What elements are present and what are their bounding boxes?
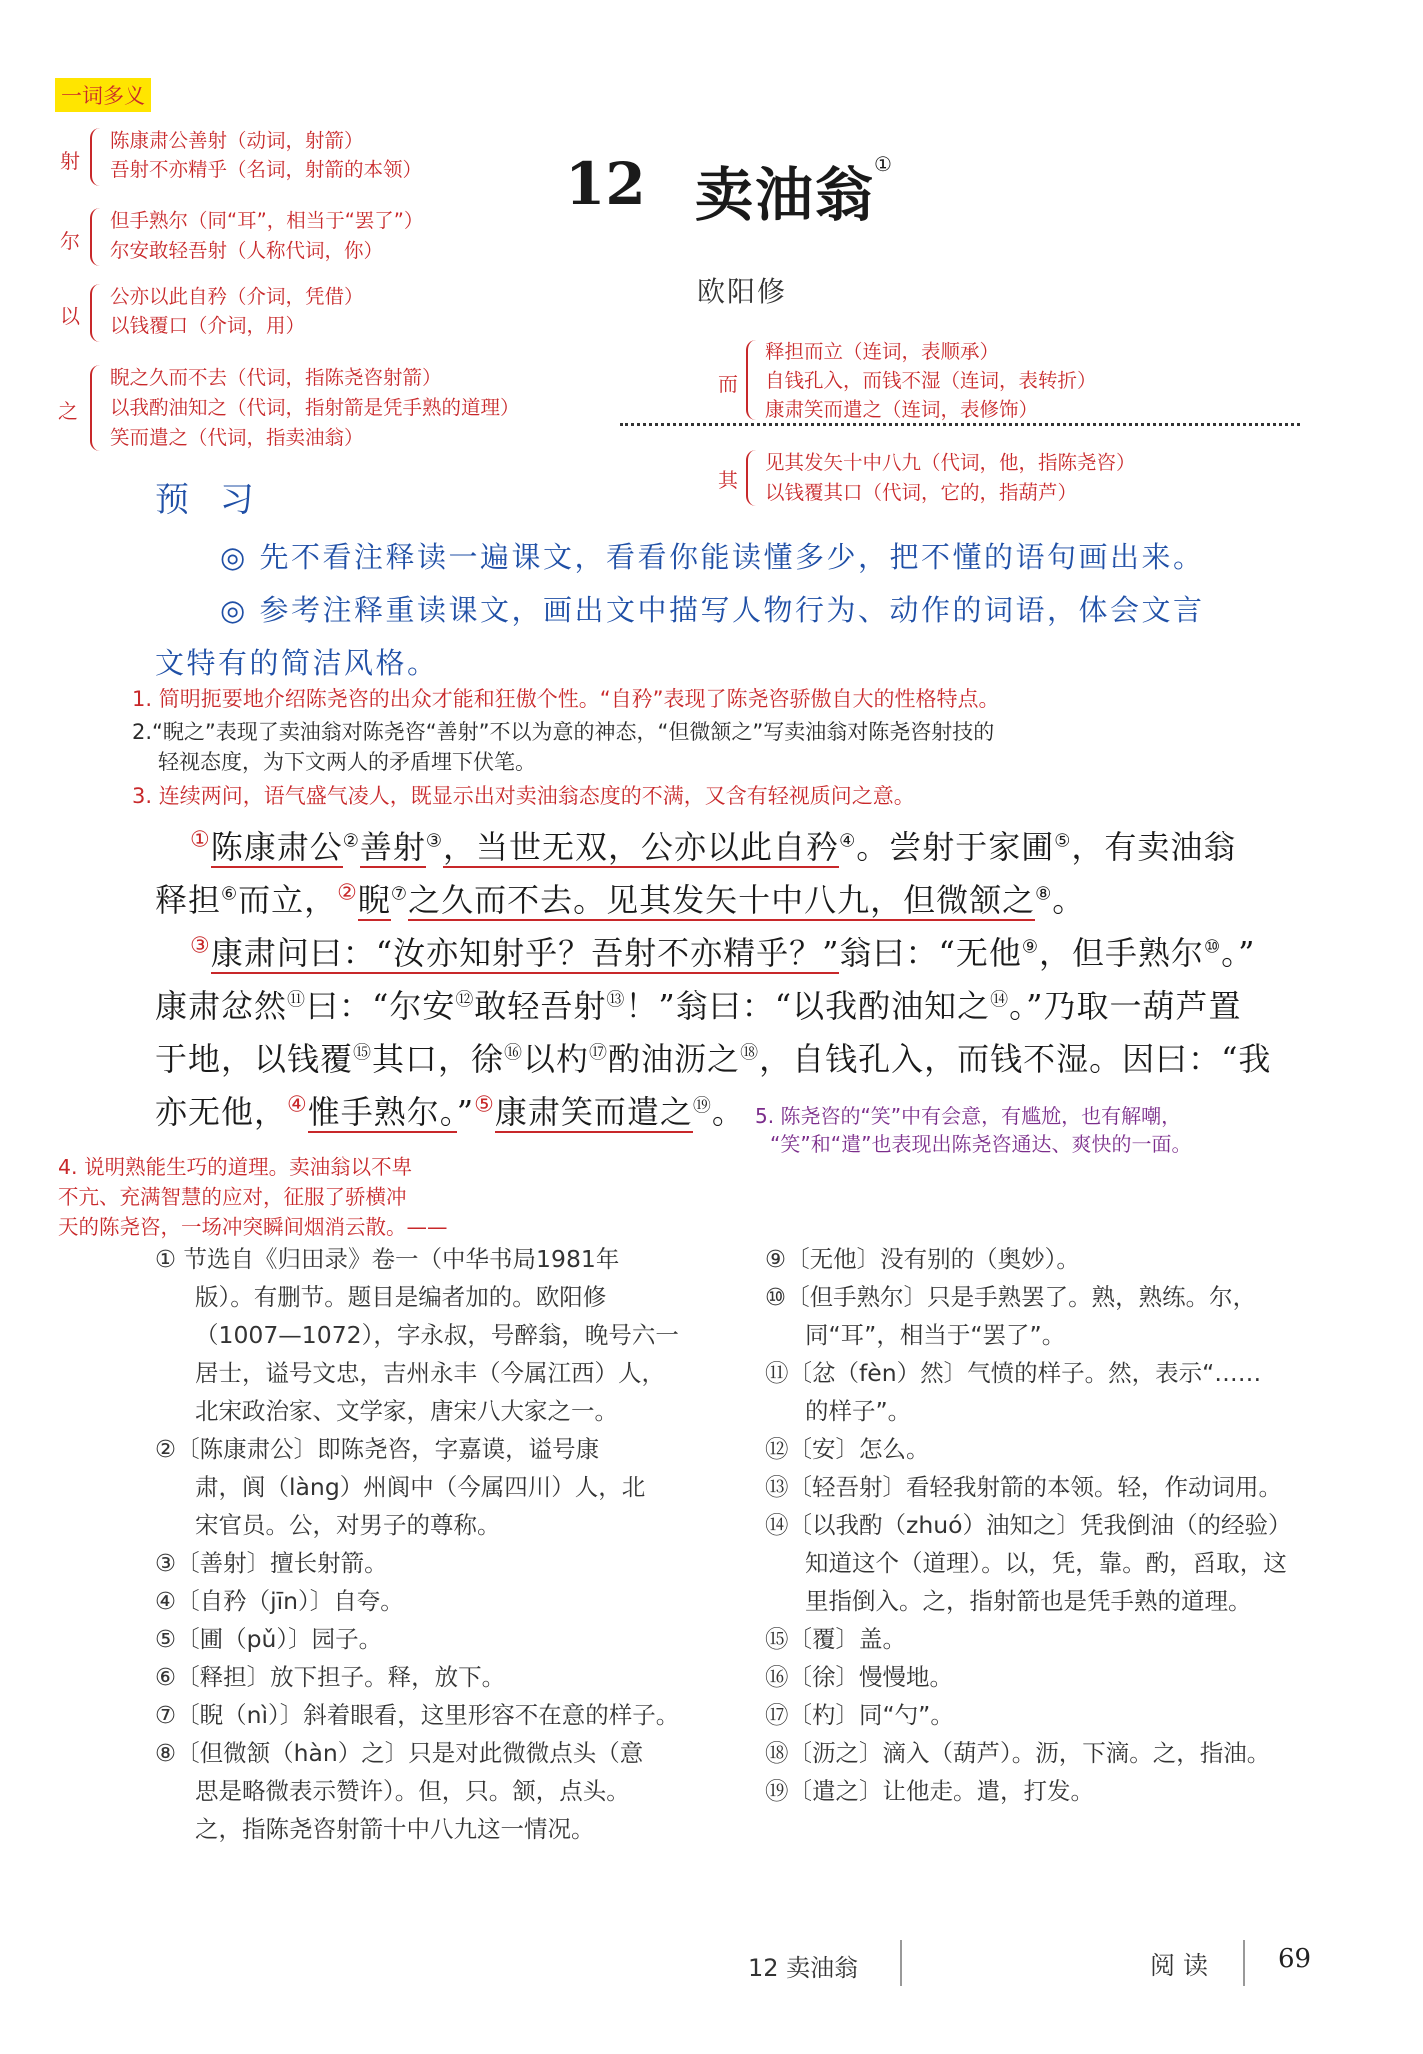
text-span: 。”乃取一葫芦置 [1009,987,1242,1025]
footnote-ref[interactable]: ⑧ [1035,883,1053,905]
text-span: 酌油沥之 [608,1040,741,1078]
text-span: 于地，以钱覆 [155,1040,354,1078]
footnote: ⑪〔忿（fèn）然〕气愤的样子。然，表示“…… [765,1359,1262,1387]
text-span: 以杓 [523,1040,590,1078]
preview-line: ◎ 参考注释重读课文，画出文中描写人物行为、动作的词语，体会文言 [220,593,1205,627]
page-number: 69 [1278,1944,1312,1974]
divider [620,423,1300,426]
polysemy-line: 笑而遣之（代词，指卖油翁） [110,426,364,449]
text-span: 敢轻吾射 [474,987,607,1025]
footnote-ref[interactable]: ⑦ [390,883,409,905]
footnote: ⑭〔以我酌（zhuó）油知之〕凭我倒油（的经验） [765,1511,1292,1539]
polysemy-key-zhi: 之 [58,399,78,423]
footnote: ⑬〔轻吾射〕看轻我射箭的本领。轻，作动词用。 [765,1473,1282,1501]
footnote-ref[interactable]: ⑪ [287,989,307,1011]
footnote-ref[interactable]: ⑲ [692,1095,712,1117]
footnote-ref[interactable]: ⑰ [589,1042,609,1064]
footnote: ⑨〔无他〕没有别的（奥妙）。 [765,1245,1080,1273]
text-span: 。 [711,1093,745,1131]
polysemy-line: 但手熟尔（同“耳”，相当于“罢了”） [110,209,424,232]
footnote-ref[interactable]: ③ [425,830,444,852]
footnote: ⑱〔沥之〕滴入（葫芦）。沥，下滴。之，指油。 [765,1739,1271,1767]
text-span: 曰：“尔安 [306,987,456,1025]
author: 欧阳修 [697,275,788,308]
footnote: ⑯〔徐〕慢慢地。 [765,1663,953,1691]
text-span: ！”翁曰：“以我酌油知之 [625,987,991,1025]
footnote: 的样子”。 [805,1397,912,1425]
annotation-mark: ④ [287,1092,308,1118]
brace [746,450,756,506]
text-span: 善射 [359,828,426,866]
brace [90,128,100,186]
polysemy-line: 以钱覆其口（代词，它的，指葫芦） [765,481,1078,504]
text-span: 睨 [357,881,391,919]
note-5: 5. 陈尧咨的“笑”中有会意，有尴尬，也有解嘲， [755,1104,1182,1128]
note-4: 天的陈尧咨，一场冲突瞬间烟消云散。—— [58,1215,448,1239]
footer-divider [1243,1940,1245,1986]
footnote: ① 节选自《归田录》卷一（中华书局1981年 [155,1245,620,1273]
footnote: ⑮〔覆〕盖。 [765,1625,906,1653]
brace [90,284,100,342]
footnote: 同“耳”，相当于“罢了”。 [805,1321,1066,1349]
footnote: ⑰〔杓〕同“勺”。 [765,1701,954,1729]
footer-divider [900,1940,902,1986]
note-1: 1. 简明扼要地介绍陈尧咨的出众才能和狂傲个性。“自矜”表现了陈尧咨骄傲自大的性格特点。 [132,687,1000,711]
footnote: 之，指陈尧咨射箭十中八九这一情况。 [195,1815,595,1843]
footnotes-right [765,1240,1292,1810]
footnote: 版）。有删节。题目是编者加的。欧阳修 [195,1283,607,1311]
footnote: ⑧〔但微颔（hàn）之〕只是对此微微点头（意 [155,1739,644,1767]
footnote: ⑥〔释担〕放下担子。释，放下。 [155,1663,506,1691]
note-2-cont: 轻视态度，为下文两人的矛盾埋下伏笔。 [158,750,536,774]
annotation-mark: ② [337,880,358,906]
text-span: 陈康肃公 [210,828,343,866]
note-4: 不亢、充满智慧的应对，征服了骄横冲 [58,1185,407,1209]
footnotes-left [155,1240,679,1848]
polysemy-line: 自钱孔入，而钱不湿（连词，表转折） [765,369,1097,392]
footnote-ref[interactable]: ② [342,830,360,852]
footnote: ④〔自矜（jīn）〕自夸。 [155,1587,404,1615]
page-title: 卖油翁 [695,161,876,229]
note-3: 3. 连续两问，语气盛气凌人，既显示出对卖油翁态度的不满，又含有轻视质问之意。 [132,784,915,808]
text-span: 之久而不去。见其发矢十中八九，但微颔之 [408,881,1036,919]
text-span: ，有卖油翁 [1071,828,1237,866]
footnote-ref[interactable]: ④ [839,830,857,852]
main-text-line [155,1034,1271,1080]
annotation-mark: ⑤ [474,1092,495,1118]
preview-line: ◎ 先不看注释读一遍课文，看看你能读懂多少，把不懂的语句画出来。 [220,540,1205,574]
polysemy-key-qi: 其 [718,468,738,492]
footnote: ⑤〔圃（pǔ）〕园子。 [155,1625,383,1653]
brace [746,340,756,420]
text-span: 翁曰：“无他 [839,934,1022,972]
polysemy-line: 康肃笑而遣之（连词，表修饰） [765,398,1039,421]
footnote: 知道这个（道理）。以，凭，靠。酌，舀取，这 [805,1549,1287,1577]
preview-heading: 预 习 [155,480,264,520]
footnote-ref[interactable]: ⑭ [990,989,1010,1011]
main-text-line [155,875,1085,921]
polysemy-line: 以钱覆口（介词，用） [110,314,306,337]
footnote: 肃，阆（làng）州阆中（今属四川）人，北 [195,1473,646,1501]
text-span: ，当世无双，公亦以此自矜 [443,828,840,866]
text-span: 康肃问曰：“汝亦知射乎？吾射不亦精乎？” [210,934,840,972]
polysemy-line: 睨之久而不去（代词，指陈尧咨射箭） [110,366,442,389]
polysemy-line: 以我酌油知之（代词，指射箭是凭手熟的道理） [110,396,520,419]
main-text-line [155,1087,745,1133]
polysemy-key-er: 尔 [60,229,80,253]
text-span: 。 [1052,881,1086,919]
footnote-ref[interactable]: ⑨ [1021,936,1039,958]
footnote-ref[interactable]: ⑥ [221,883,239,905]
note-4: 4. 说明熟能生巧的道理。卖油翁以不卑 [58,1155,413,1179]
footnote-ref[interactable]: ⑩ [1204,936,1222,958]
text-span: 其口，徐 [372,1040,505,1078]
lesson-number: 12 [565,150,646,218]
text-span: 释担 [155,881,222,919]
polysemy-line: 吾射不亦精乎（名词，射箭的本领） [110,158,423,181]
footnote-ref[interactable]: ⑯ [504,1042,524,1064]
text-span: ，自钱孔入，而钱不湿。因曰：“我 [759,1040,1272,1078]
footnote: ③〔善射〕擅长射箭。 [155,1549,388,1577]
footnote-ref[interactable]: ⑤ [1054,830,1072,852]
text-span: ” [456,1093,475,1131]
footnote-ref[interactable]: ⑮ [353,1042,373,1064]
footnote: ②〔陈康肃公〕即陈尧咨，字嘉谟，谥号康 [155,1435,600,1463]
footnote: ⑩〔但手熟尔〕只是手熟罢了。熟，熟练。尔， [765,1283,1257,1311]
polysemy-tag: 一词多义 [55,78,151,112]
polysemy-key-she: 射 [60,149,80,173]
footnote: ⑫〔安〕怎么。 [765,1435,930,1463]
footnote: （1007—1072），字永叔，号醉翁，晚号六一 [195,1321,679,1349]
polysemy-line: 释担而立（连词，表顺承） [765,340,1000,363]
polysemy-line: 陈康肃公善射（动词，射箭） [110,129,364,152]
main-text-line [190,822,1236,868]
preview-line: 文特有的简洁风格。 [155,646,439,680]
brace [90,208,100,266]
main-text-line [155,981,1242,1027]
title-footnote-mark: ① [874,152,892,176]
text-span: 。尝射于家圃 [856,828,1055,866]
annotation-mark: ① [190,827,211,853]
footer-lesson-title: 12 卖油翁 [748,1954,859,1982]
footnote: 思是略微表示赞许）。但，只。颔，点头。 [195,1777,630,1805]
brace [90,365,100,451]
text-span: 亦无他， [155,1093,288,1131]
footnote: 居士，谥号文忠，吉州永丰（今属江西）人， [195,1359,665,1387]
note-5-cont: “笑”和“遣”也表现出陈尧咨通达、爽快的一面。 [770,1132,1192,1156]
footnote: ⑲〔遣之〕让他走。遣，打发。 [765,1777,1094,1805]
text-span: ，但手熟尔 [1038,934,1204,972]
note-2: 2.“睨之”表现了卖油翁对陈尧咨“善射”不以为意的神态，“但微颔之”写卖油翁对陈尧咨射技的 [132,720,995,744]
polysemy-key-er2: 而 [718,372,738,396]
footnote: 北宋政治家、文学家，唐宋八大家之一。 [195,1397,618,1425]
footnote-ref[interactable]: ⑬ [606,989,626,1011]
text-span: 康肃忿然 [155,987,288,1025]
footnote: ⑦〔睨（nì）〕斜着眼看，这里形容不在意的样子。 [155,1701,680,1729]
text-span: 而立， [238,881,338,919]
footnote-ref[interactable]: ⑱ [740,1042,760,1064]
polysemy-line: 见其发矢十中八九（代词，他，指陈尧咨） [765,451,1136,474]
footnote: 宋官员。公，对男子的尊称。 [195,1511,501,1539]
polysemy-line: 公亦以此自矜（介词，凭借） [110,285,364,308]
polysemy-line: 尔安敢轻吾射（人称代词，你） [110,239,384,262]
main-text-line [190,928,1256,974]
footnote: 里指倒入。之，指射箭也是凭手熟的道理。 [805,1587,1252,1615]
annotation-mark: ③ [190,933,211,959]
text-span: 康肃笑而遣之 [494,1093,693,1131]
polysemy-key-yi: 以 [60,304,80,328]
footnote-ref[interactable]: ⑫ [455,989,475,1011]
text-span: 惟手熟尔。 [307,1093,457,1131]
text-span: 。” [1221,934,1256,972]
footer-section: 阅读 [1150,1951,1217,1980]
